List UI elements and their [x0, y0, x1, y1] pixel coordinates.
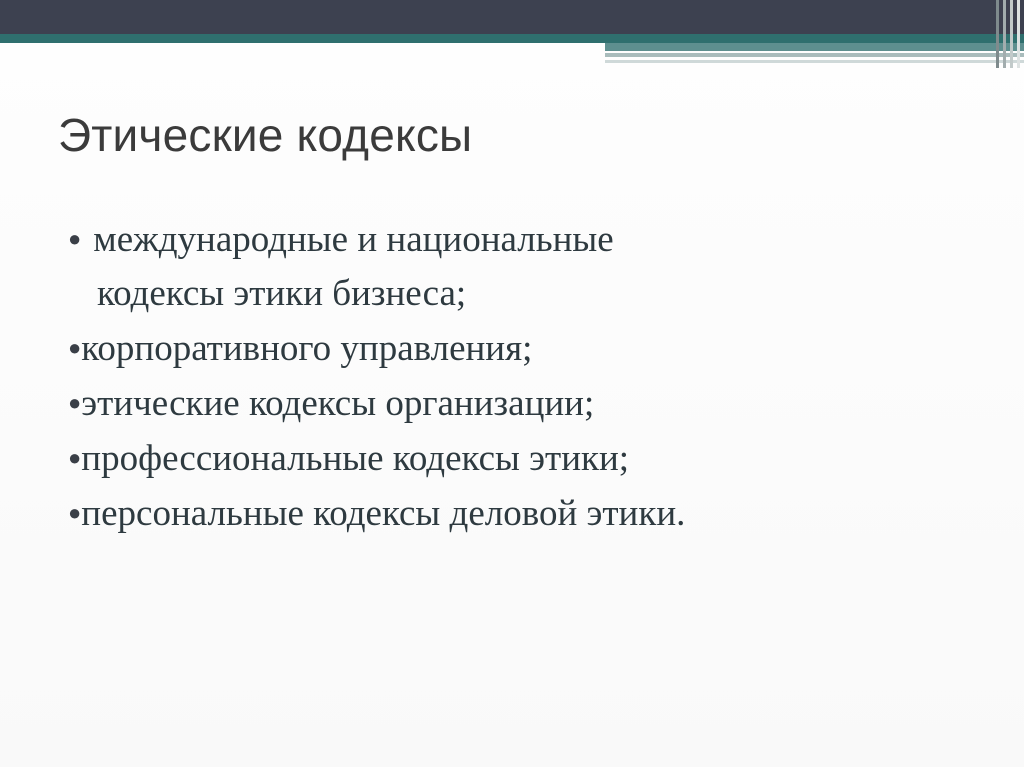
header-teal-band [0, 34, 1024, 43]
slide-title: Этические кодексы [58, 109, 473, 161]
bullet-icon: ● [68, 445, 82, 470]
corner-stripe [1017, 0, 1020, 68]
corner-stripe [1003, 0, 1006, 68]
bullet-text-continuation: кодексы этики бизнеса; [97, 273, 467, 314]
bullet-text: этические кодексы организации; [81, 383, 595, 424]
bullet-text: персональные кодексы деловой этики. [81, 493, 686, 534]
bullet-text: корпоративного управления; [81, 328, 533, 369]
bullet-icon: ● [68, 335, 82, 360]
header-teal-light-band [605, 43, 1024, 51]
bullet-item [68, 376, 968, 431]
header-decoration [0, 0, 1024, 58]
header-dark-band [0, 0, 1024, 34]
header-grey-band [605, 53, 1024, 57]
corner-stripe [1010, 0, 1013, 68]
bullet-item [68, 321, 968, 376]
bullet-icon: ● [68, 226, 82, 251]
bullet-icon: ● [68, 390, 82, 415]
bullet-item [68, 212, 968, 321]
bullet-list [68, 212, 968, 541]
bullet-text: международные и национальные [93, 219, 614, 260]
bullet-item [68, 431, 968, 486]
bullet-item [68, 486, 968, 541]
bullet-icon: ● [68, 500, 82, 525]
header-grey-band-2 [605, 60, 1024, 63]
bullet-text: профессиональные кодексы этики; [81, 438, 630, 479]
corner-stripe [996, 0, 999, 68]
